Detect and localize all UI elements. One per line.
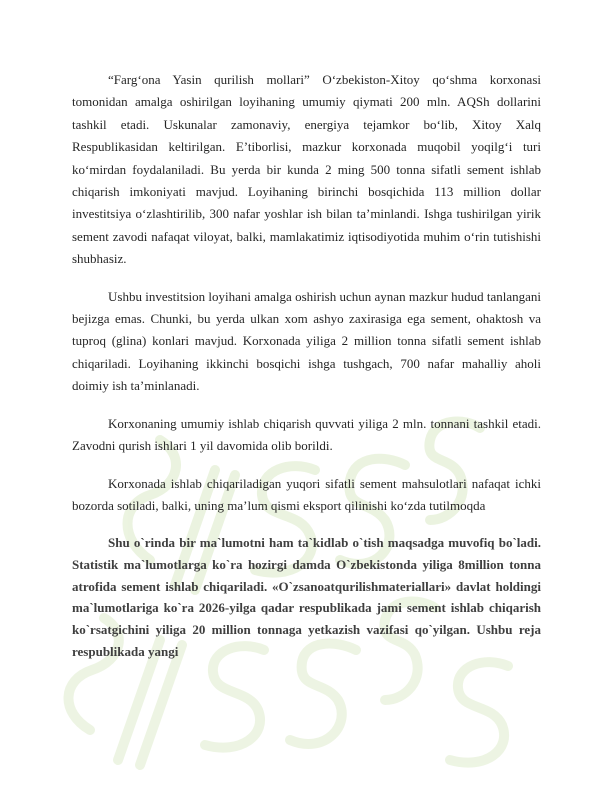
paragraph-statistics: Shu o`rinda bir ma`lumotni ham ta`kidlab o`tish maqsadga muvofiq bo`ladi. Statistik ma`lumotlarga ko`ra hozirgi damda O`zbekistonda yiliga 8million tonna atrofida sement ishlab chiqariladi. «O`zsanoatqurilishmateriallari» davlat holdingi ma`lumotlariga ko`ra 2026-yilga qadar respublikada jami sement ishlab chiqarish ko`rsatgichini yiliga 20 million tonnaga yetkazish vazifasi qo`yilgan. Ushbu reja respublikada yangi	[72, 535, 541, 659]
paragraph-project-overview: “Farg‘ona Yasin qurilish mollari” O‘zbekiston-Xitoy qo‘shma korxonasi tomonidan amalga oshirilgan loyihaning umumiy qiymati 200 mln. AQSh dollarini tashkil etadi. Uskunalar zamonaviy, energiya tejamkor bo‘lib, Xitoy Xalq Respublikasidan keltirilgan. E’tiborlisi, mazkur korxonada muqobil yoqilg‘i turi ko‘mirdan foydalaniladi. Bu yerda bir kunda 2 ming 500 tonna sifatli sement ishlab chiqarish imkoniyati mavjud. Loyihaning birinchi bosqichida 113 million dollar investitsiya o‘zlashtirilib, 300 nafar yoshlar ish bilan ta’minlandi. Ishga tushirilgan yirik sement zavodi nafaqat viloyat, balki, mamlakatimiz iqtisodiyotida muhim o‘rin tutishishi shubhasiz.	[72, 72, 541, 267]
paragraph-production-capacity: Korxonaning umumiy ishlab chiqarish quvvati yiliga 2 mln. tonnani tashkil etadi. Zavodni qurish ishlari 1 yil davomida olib borildi.	[72, 415, 541, 454]
paragraph-site-selection: Ushbu investitsion loyihani amalga oshirish uchun aynan mazkur hudud tanlangani bejizga emas. Chunki, bu yerda ulkan xom ashyo zaxirasiga ega sement, ohaktosh va tuproq (glina) konlari mavjud. Korxonada yiliga 2 million tonna sifatli sement ishlab chiqariladi. Loyihaning ikkinchi bosqichi ishga tushgach, 700 nafar mahalliy aholi doimiy ish ta’minlanadi.	[72, 288, 541, 394]
paragraph-export: Korxonada ishlab chiqariladigan yuqori sifatli sement mahsulotlari nafaqat ichki bozorda sotiladi, balki, uning ma’lum qismi eksport qilinishi ko‘zda tutilmoqda	[72, 475, 541, 513]
body-text	[72, 69, 541, 663]
